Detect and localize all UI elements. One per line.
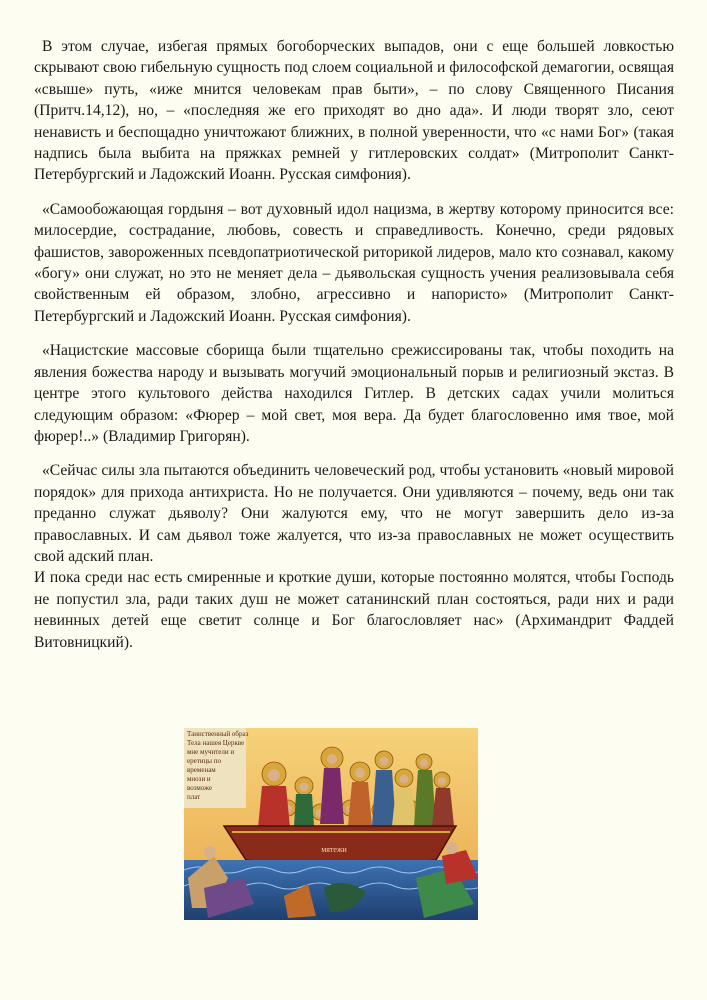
paragraph-1: В этом случае, избегая прямых богоборческих выпадов, они с еще большей ловкостью скрывают свою гибельную сущность под слоем социальной и философской демагогии, освящая «свыше» путь, «иже мнится человекам прав быти», – по слову Священного Писания (Притч.14,12), но, – «последняя же его приходят во дно ада». И люди творят зло, сеют ненависть и беспощадно уничтожают ближних, в полной уверенности, что «с нами Бог» (такая надпись была выбита на пряжках ремней у гитлеровских солдат» (Митрополит Санкт-Петербургский и Ладожский Иоанн. Русская симфония). bbox=[34, 38, 674, 184]
inscription-line: мнози и bbox=[187, 775, 211, 783]
inscription-line: Тела нашея Церкве bbox=[187, 739, 245, 747]
inscription-line: Таинственный образ bbox=[187, 730, 249, 738]
icon-ship-label: мятежи bbox=[321, 845, 347, 854]
inscription-line: еретицы по bbox=[187, 757, 221, 765]
icon-illustration bbox=[184, 728, 478, 920]
inscription-line: временам bbox=[187, 766, 216, 774]
document-body bbox=[34, 36, 674, 653]
inscription-line: мне мучители и bbox=[187, 748, 235, 756]
paragraph-4: «Сейчас силы зла пытаются объединить человеческий род, чтобы установить «новый мировой порядок» для прихода антихриста. Но не получается. Они удивляются – почему, ведь они так преданно служат дьяволу? Они жалуются ему, что не могут завершить дело из-за православных. И сам дьявол тоже жалуется, что из-за православных не может осуществить свой адский план. bbox=[34, 462, 674, 565]
ship-of-church-icon-image bbox=[184, 728, 478, 920]
inscription-line: возможе bbox=[187, 784, 213, 792]
inscription-line: плат bbox=[187, 793, 201, 801]
paragraph-3: «Нацистские массовые сборища были тщательно срежиссированы так, чтобы походить на явления божества народу и вызывать могучий эмоциональный порыв и религиозный экстаз. В центре этого культового действа находился Гитлер. В детских садах учили молиться следующим образом: «Фюрер – мой свет, моя вера. Да будет благословенно имя твое, мой фюрер!..» (Владимир Григорян). bbox=[34, 342, 674, 445]
paragraph-5: И пока среди нас есть смиренные и кроткие души, которые постоянно молятся, чтобы Господь не попустил зла, ради таких душ не может сатанинский план состояться, ради них и ради невинных детей еще светит солнце и Бог благословляет нас» (Архимандрит Фаддей Витовницкий). bbox=[34, 569, 674, 651]
paragraph-2: «Самообожающая гордыня – вот духовный идол нацизма, в жертву которому приносится все: милосердие, сострадание, любовь, совесть и справедливость. Конечно, среди рядовых фашистов, завороженных псевдопатриотической риторикой лидеров, мало кто сознавал, какому «богу» они служат, но это не меняет дела – дьявольская сущность учения реализовывала себя свойственным ей образом, злобно, агрессивно и напористо» (Митрополит Санкт-Петербургский и Ладожский Иоанн. Русская симфония). bbox=[34, 200, 674, 325]
